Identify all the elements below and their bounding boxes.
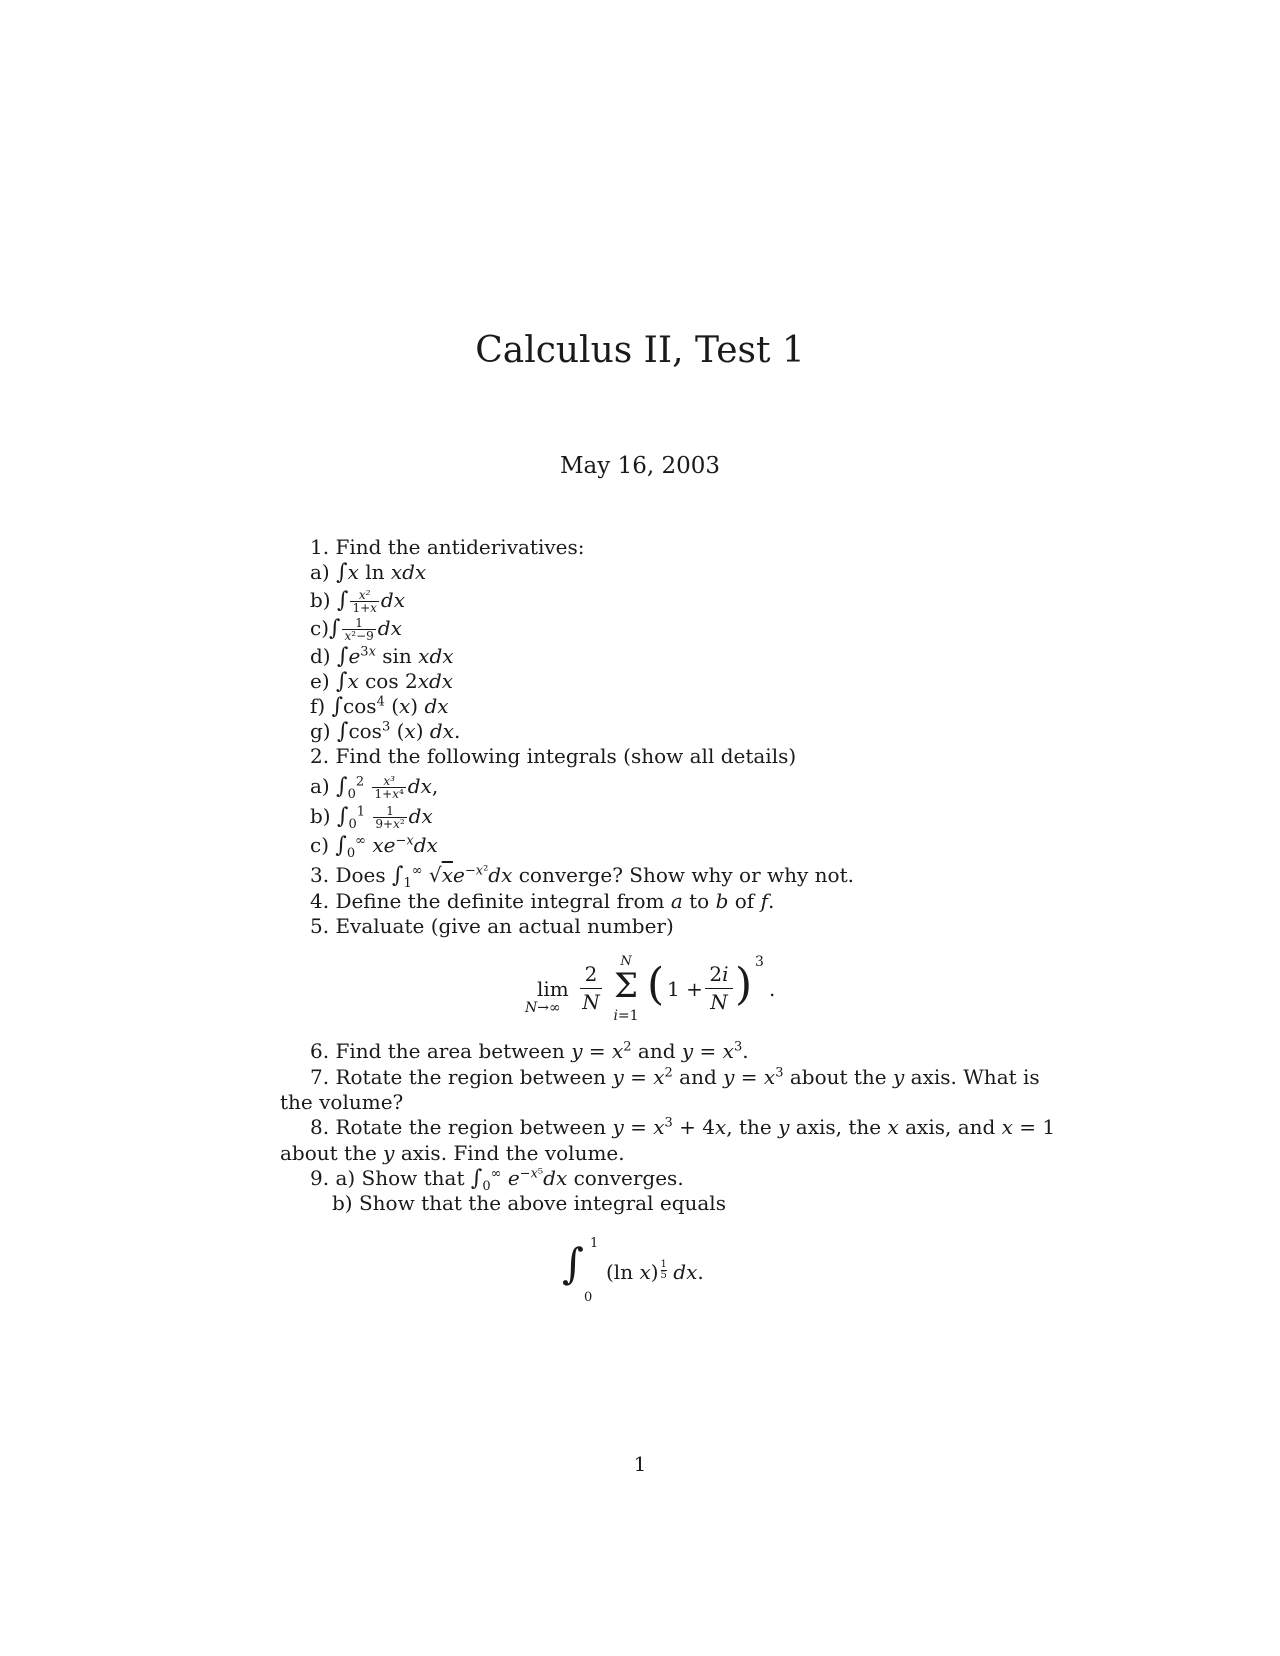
question-7: 7. Rotate the region between $y = x^2$ and $y = x^3$ about the y axis. What is bbox=[310, 1065, 1040, 1089]
integral-sign-icon: ∫ bbox=[470, 1166, 483, 1191]
integral-sign-icon: ∫ bbox=[336, 719, 349, 744]
integral-sign-icon: ∫ bbox=[562, 1239, 584, 1288]
integral-sign-icon: ∫ bbox=[336, 669, 348, 694]
question-1b: b) ∫ $\frac{\text{x²}}{1+x}$ dx bbox=[310, 588, 406, 615]
question-1a: a) ∫x ln xdx bbox=[310, 560, 427, 585]
integral-sign-icon: ∫ bbox=[336, 560, 348, 585]
question-1-heading: 1. Find the antiderivatives: bbox=[310, 535, 585, 559]
test-date: May 16, 2003 bbox=[560, 453, 720, 479]
question-9b: b) Show that the above integral equals bbox=[332, 1191, 726, 1215]
integral-sign-icon: ∫ bbox=[335, 833, 347, 858]
question-1c: c)∫ $\frac{1}{\text{x²−9}}$ dx bbox=[310, 616, 402, 643]
integral-sign-icon: ∫ bbox=[336, 588, 349, 613]
question-3: 3. Does $\int_1^\infty$ $√xe^{-x^2}dx$ converge? Show why or why not. bbox=[310, 863, 854, 891]
question-8: 8. Rotate the region between $y = x^3 + 4x$, the y axis, the x axis, and x = 1 bbox=[310, 1115, 1056, 1139]
integral-sign-icon: ∫ bbox=[331, 694, 344, 719]
question-1d: d) $\int e^{3x}$ sin xdx bbox=[310, 644, 454, 669]
limit-sum-formula: lim N→∞ 2 N N Σ i=1 ( 1 + 2i N ) 3 . bbox=[525, 954, 776, 1024]
sum-sign-icon: Σ bbox=[613, 966, 639, 1006]
question-1f: f) $\int\cos^4$ (x) dx bbox=[310, 694, 449, 719]
question-1e: e) ∫x cos 2xdx bbox=[310, 669, 454, 694]
integral-sign-icon: ∫ bbox=[336, 774, 348, 799]
question-8-continued: about the y axis. Find the volume. bbox=[280, 1141, 625, 1165]
question-9a: 9. a) Show that $\int_0^\infty$ $e^{-x^5}dx$ converges. bbox=[310, 1166, 684, 1194]
question-1g: g) $\int\cos^3$ (x) dx. bbox=[310, 719, 461, 744]
integral-sign-icon: ∫ bbox=[336, 644, 349, 669]
question-6: 6. Find the area between $y = x^2$ and $y = x^3$. bbox=[310, 1039, 749, 1063]
page-title: Calculus II, Test 1 bbox=[475, 330, 805, 371]
integral-sign-icon: ∫ bbox=[336, 804, 349, 829]
display-integral-formula: ∫ 1 0 (ln x) $\frac{1}{5}$ dx. bbox=[562, 1236, 704, 1305]
integral-sign-icon: ∫ bbox=[329, 616, 341, 641]
question-2-heading: 2. Find the following integrals (show all details) bbox=[310, 744, 797, 768]
integral-sign-icon: ∫ bbox=[391, 863, 404, 888]
question-4: 4. Define the definite integral from a to b of f. bbox=[310, 889, 775, 913]
question-7-continued: the volume? bbox=[280, 1090, 404, 1114]
question-2a: a) $\int_0^2$ $\frac{\text{x³}}{\text{1+x⁴}}$ dx, bbox=[310, 774, 439, 802]
question-2c: c) $\int_0^\infty$ $xe^{-x}dx$ bbox=[310, 833, 438, 861]
question-2b: b) $\int_0^1$ $\frac{1}{\text{9+x²}}$ dx bbox=[310, 804, 433, 832]
page-number: 1 bbox=[633, 1452, 647, 1476]
question-5-heading: 5. Evaluate (give an actual number) bbox=[310, 914, 674, 938]
